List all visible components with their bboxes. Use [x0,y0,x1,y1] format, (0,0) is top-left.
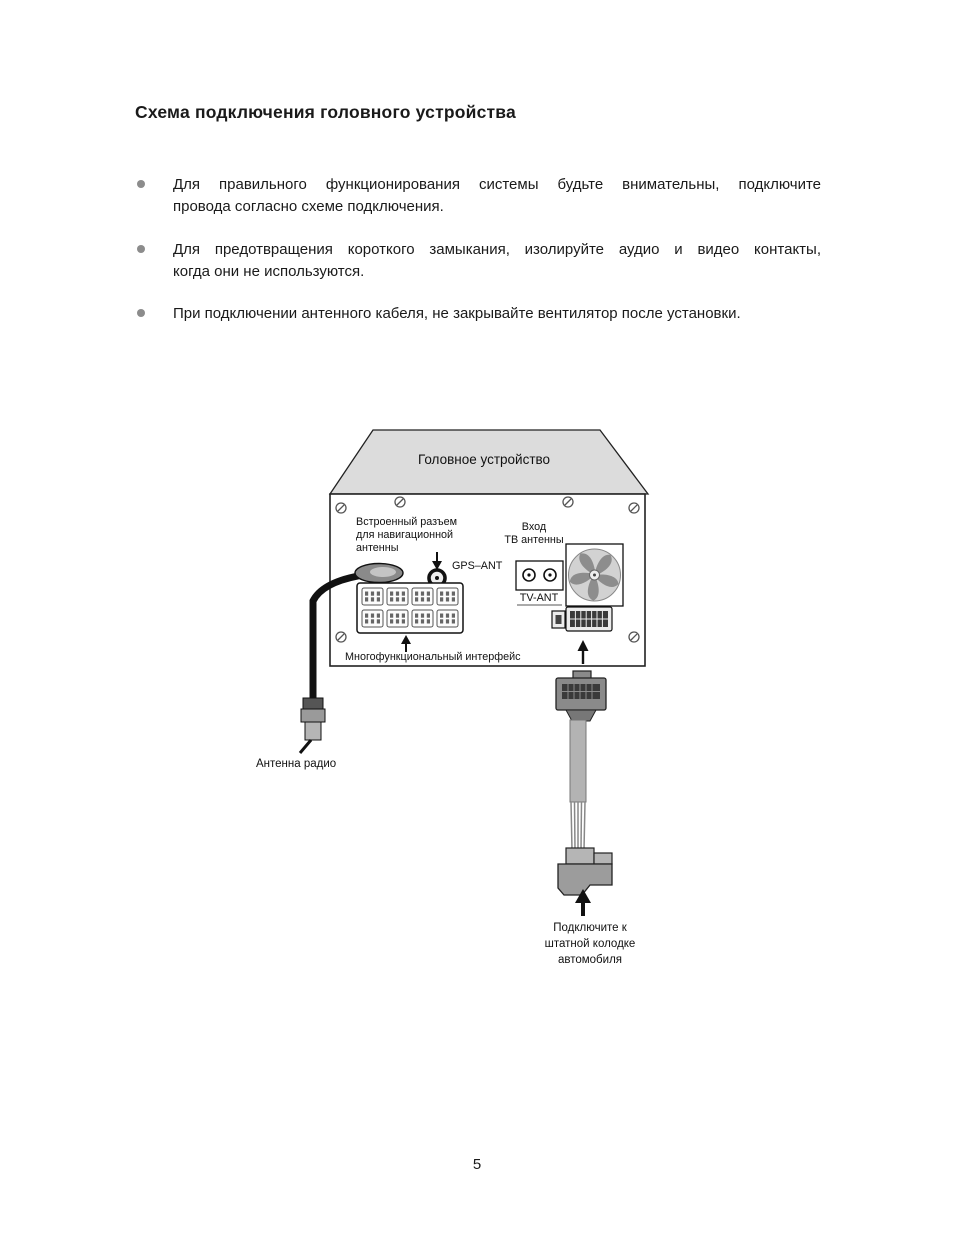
iso-socket [552,607,612,631]
svg-text:штатной колодке: штатной колодке [544,938,636,950]
bullet-line: Для предотвращения короткого замыкания, изолируйте аудио и видео контакты, [173,241,821,258]
svg-text:ТВ антенны: ТВ антенны [504,534,564,546]
bullet-line: При подключении антенного кабеля, не закрывайте вентилятор после установки. [173,305,741,322]
fan-icon [566,544,623,606]
harness-cable [570,720,586,802]
page-title: Схема подключения головного устройства [135,102,516,122]
svg-text:для навигационной: для навигационной [356,529,454,541]
radio-antenna-label: Антенна радио [256,758,337,770]
gps-ant-label: GPS–ANT [452,560,503,572]
svg-text:автомобиля: автомобиля [557,954,623,966]
harness-connector [556,671,606,721]
tv-ant-connector [516,561,563,590]
radio-antenna-plug [300,698,325,753]
page-number: 5 [472,1156,482,1173]
tv-ant-label: TV-ANT [519,592,559,604]
svg-text:антенны: антенны [356,542,399,554]
bullet-line: когда они не используются. [173,262,365,280]
multifunction-interface-label: Многофункциональный интерфейс [345,651,521,663]
car-connector-label [545,922,636,966]
svg-text:Подключите к: Подключите к [553,922,627,934]
svg-text:Вход: Вход [521,521,547,533]
svg-text:Встроенный разъем: Встроенный разъем [356,516,458,528]
bullet-line: провода согласно схеме подключения. [173,197,444,215]
multifunction-interface-connector [357,583,463,633]
head-unit-label: Головное устройство [417,452,551,467]
car-connector-plug [558,848,612,895]
bullet-line: Для правильного функционирования системы будьте внимательны, подключите [173,176,821,193]
harness-wires [571,802,585,850]
